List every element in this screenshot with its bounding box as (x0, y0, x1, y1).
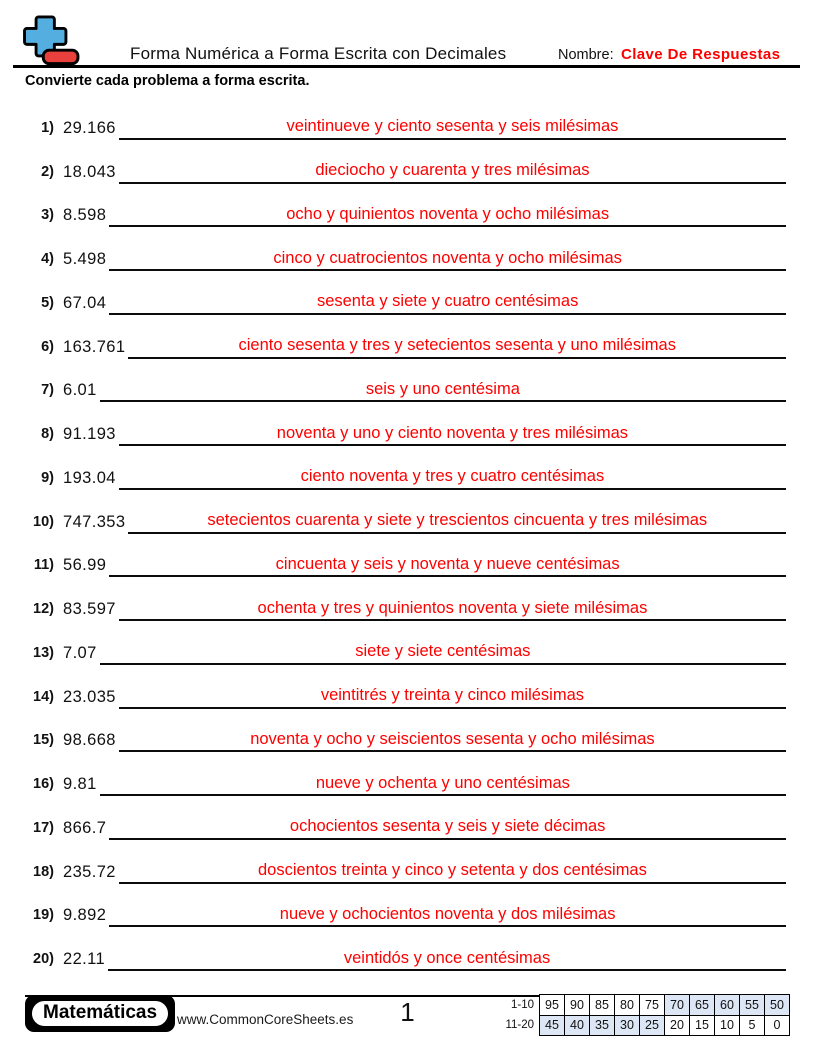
answer-line (119, 117, 786, 139)
score-cell: 65 (690, 995, 715, 1016)
problem-value: 91.193 (63, 425, 116, 443)
score-cell: 50 (765, 995, 790, 1016)
score-cell: 85 (590, 995, 615, 1016)
problem-number: 15) (33, 732, 54, 749)
problem-value: 56.99 (63, 556, 107, 575)
answer-text: seis y uno centésima (365, 379, 520, 398)
answer-line (128, 511, 786, 533)
problem-row (25, 359, 786, 403)
answer-text: dieciocho y cuarenta y tres milésimas (315, 161, 590, 180)
problem-number: 16) (33, 776, 54, 792)
problem-value: 98.668 (63, 731, 116, 750)
answer-text: setecientos cuarenta y siete y trescientos cincuenta y tres milésimas (207, 511, 708, 530)
score-cell: 10 (715, 1015, 740, 1036)
problem-row (25, 709, 786, 753)
answer-text: ciento sesenta y tres y setecientos sesenta y uno milésimas (238, 336, 676, 355)
brand-label: Matemáticas (30, 999, 170, 1028)
problem-value: 23.035 (63, 687, 116, 706)
problem-row (25, 796, 786, 840)
answer-line (119, 730, 786, 752)
problem-row (25, 927, 786, 971)
score-cell: 60 (715, 995, 740, 1016)
problem-number: 11) (33, 557, 54, 574)
answer-line (100, 774, 786, 796)
answer-text: ocho y quinientos noventa y ocho milésimas (286, 204, 610, 223)
problem-value: 29.166 (63, 118, 116, 137)
page-number: 1 (400, 997, 415, 1027)
problem-row (25, 665, 786, 709)
answer-text: noventa y ocho y seiscientos sesenta y ocho milésimas (250, 729, 655, 748)
answer-text: veintidós y once centésimas (343, 948, 551, 967)
problem-value: 235.72 (63, 862, 116, 881)
problem-row (25, 402, 786, 446)
problem-number: 1) (41, 119, 54, 136)
score-cell: 15 (690, 1015, 715, 1036)
answer-text: nueve y ochenta y uno centésimas (315, 773, 570, 792)
answer-text: noventa y uno y ciento noventa y tres milésimas (276, 423, 629, 442)
score-cell: 75 (640, 995, 665, 1016)
problem-row (25, 884, 786, 928)
answer-line (109, 292, 786, 314)
page-title: Forma Numérica a Forma Escrita con Decimales (130, 44, 507, 63)
problem-value: 67.04 (63, 293, 107, 312)
answer-key-label: Clave De Respuestas (621, 46, 781, 63)
answer-line (119, 861, 786, 883)
problem-value: 9.892 (63, 906, 107, 925)
problem-value: 6.01 (63, 381, 97, 400)
website-text: www.CommonCoreSheets.es (177, 1012, 354, 1027)
answer-line (119, 424, 786, 446)
problem-row (25, 840, 786, 884)
problem-value: 866.7 (63, 818, 107, 837)
answer-line (109, 555, 786, 577)
score-cell: 45 (540, 1015, 565, 1036)
score-cell: 40 (565, 1015, 590, 1036)
answer-line (109, 249, 786, 271)
answer-text: veintinueve y ciento sesenta y seis milésimas (286, 117, 619, 136)
answer-text: ciento noventa y tres y cuatro centésimas (300, 467, 605, 486)
answer-text: doscientos treinta y cinco y setenta y dos centésimas (258, 861, 647, 880)
score-cell: 90 (565, 995, 590, 1016)
problem-value: 18.043 (63, 162, 116, 181)
answer-line (108, 949, 786, 971)
problems-list (25, 96, 786, 971)
problem-number: 13) (33, 644, 54, 661)
problem-number: 4) (41, 251, 54, 267)
score-cell: 0 (765, 1015, 790, 1036)
problem-value: 83.597 (63, 600, 116, 618)
problem-row (25, 446, 786, 490)
problem-row (25, 577, 786, 621)
problem-number: 20) (33, 951, 54, 967)
problem-value: 193.04 (63, 468, 116, 487)
problem-row (25, 184, 786, 228)
problem-value: 5.498 (63, 250, 107, 268)
problem-value: 7.07 (63, 643, 97, 662)
answer-text: cincuenta y seis y noventa y nueve centésimas (275, 554, 620, 573)
score-cell: 30 (615, 1015, 640, 1036)
score-cell: 95 (540, 995, 565, 1016)
score-row-label: 1-10 (510, 998, 534, 1011)
answer-line (100, 380, 786, 402)
score-cell: 25 (640, 1015, 665, 1036)
problem-number: 8) (41, 426, 54, 442)
score-cell: 35 (590, 1015, 615, 1036)
score-cell: 70 (665, 995, 690, 1016)
problem-row (25, 752, 786, 796)
answer-line (119, 686, 786, 708)
answer-line (109, 905, 786, 927)
problem-value: 22.11 (63, 950, 106, 968)
score-table (505, 994, 790, 1036)
answer-line (119, 599, 786, 621)
answer-text: cinco y cuatrocientos noventa y ocho milésimas (273, 248, 622, 267)
score-table-body (505, 995, 789, 1036)
problem-number: 6) (41, 338, 54, 355)
problem-row (25, 140, 786, 184)
score-cell: 20 (665, 1015, 690, 1036)
problem-row (25, 227, 786, 271)
brand-badge (25, 995, 175, 1032)
problem-value: 8.598 (63, 206, 107, 225)
score-cell: 5 (740, 1015, 765, 1036)
answer-text: veintitrés y treinta y cinco milésimas (320, 686, 585, 705)
plus-minus-math-icon (22, 15, 80, 67)
answer-text: siete y siete centésimas (355, 642, 531, 661)
problem-number: 12) (33, 601, 54, 617)
problem-value: 163.761 (63, 337, 126, 356)
problem-number: 14) (33, 688, 54, 705)
problem-number: 9) (41, 469, 54, 486)
problem-number: 18) (33, 863, 54, 880)
answer-text: ochenta y tres y quinientos noventa y siete milésimas (257, 598, 648, 617)
score-row-label: 11-20 (505, 1019, 534, 1032)
answer-text: nueve y ochocientos noventa y dos milésimas (279, 904, 616, 923)
problem-row (25, 490, 786, 534)
score-row (505, 1015, 789, 1036)
footer (25, 995, 790, 1041)
answer-line (109, 817, 786, 839)
instruction-text: Convierte cada problema a forma escrita. (25, 73, 310, 89)
problem-value: 747.353 (63, 512, 126, 531)
problem-value: 9.81 (63, 775, 97, 793)
problem-row (25, 315, 786, 359)
problem-number: 10) (33, 513, 54, 530)
answer-line (100, 642, 786, 664)
score-cell: 55 (740, 995, 765, 1016)
problem-row (25, 96, 786, 140)
problem-row (25, 271, 786, 315)
score-row (505, 995, 789, 1016)
problem-number: 19) (33, 907, 54, 924)
problem-number: 2) (41, 163, 54, 180)
problem-number: 5) (41, 294, 54, 311)
answer-line (119, 161, 786, 183)
answer-line (119, 467, 786, 489)
answer-text: sesenta y siete y cuatro centésimas (316, 292, 579, 311)
answer-line (109, 205, 786, 227)
problem-row (25, 621, 786, 665)
header-divider (13, 65, 800, 68)
name-label: Nombre: (558, 47, 614, 63)
score-cell: 80 (615, 995, 640, 1016)
answer-text: ochocientos sesenta y seis y siete décimas (289, 817, 606, 836)
problem-number: 7) (41, 382, 54, 399)
problem-number: 3) (41, 207, 54, 224)
problem-number: 17) (33, 819, 54, 836)
problem-row (25, 534, 786, 578)
answer-line (128, 336, 786, 358)
